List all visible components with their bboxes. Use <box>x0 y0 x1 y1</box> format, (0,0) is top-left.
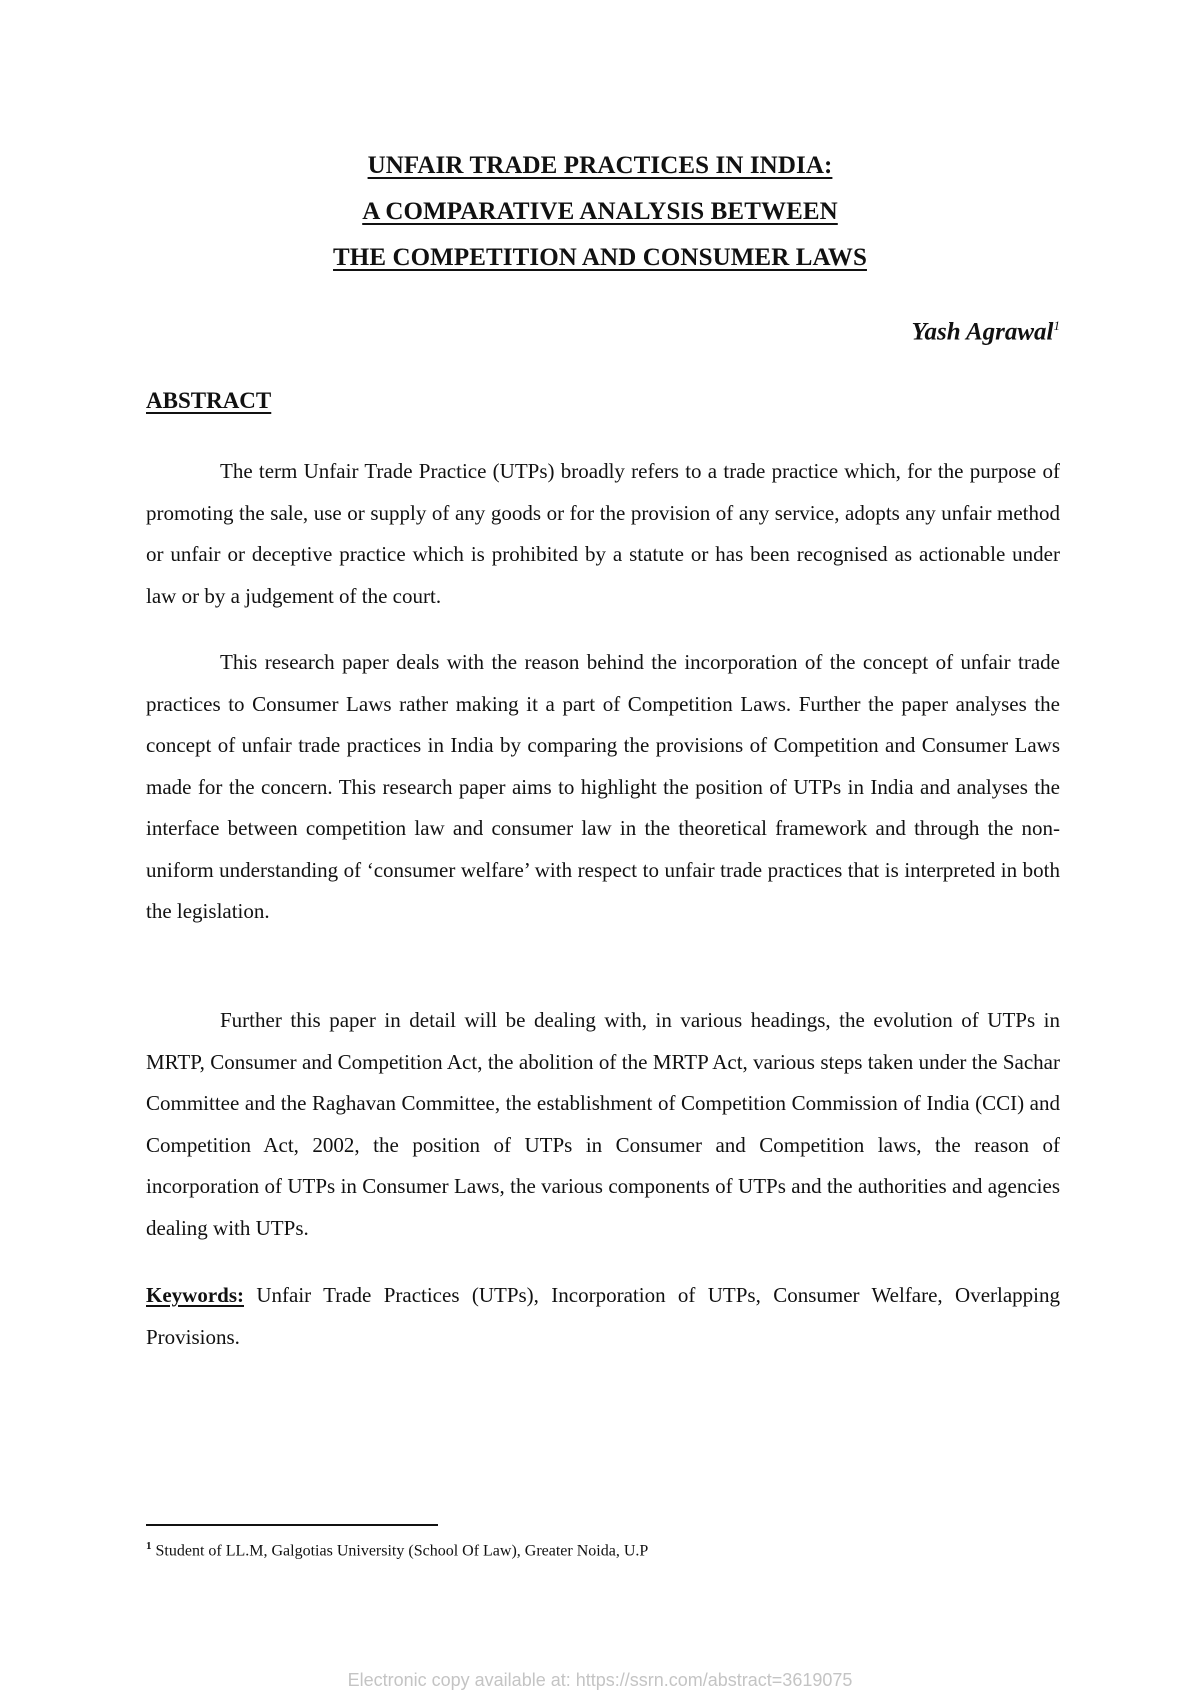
author-byline <box>912 318 1060 346</box>
footnote-text: Student of LL.M, Galgotias University (School Of Law), Greater Noida, U.P <box>151 1542 649 1560</box>
ssrn-footer-link[interactable]: Electronic copy available at: https://ssrn.com/abstract=3619075 <box>347 1670 853 1690</box>
author-name: Yash Agrawal <box>911 318 1054 346</box>
abstract-heading: ABSTRACT <box>146 388 272 413</box>
footnote <box>146 1534 648 1563</box>
title-line-3: THE COMPETITION AND CONSUMER LAWS <box>333 244 867 271</box>
abstract-paragraph-1: The term Unfair Trade Practice (UTPs) broadly refers to a trade practice which, for the purpose of promoting the sale, use or supply of any goods or for the provision of any service, adopts any unfair method or unfair or deceptive practice which is prohibited by a statute or has been recognised as actionable under law or by a judgement of the court. <box>146 459 1060 608</box>
abstract-paragraph-2: This research paper deals with the reason behind the incorporation of the concept of unfair trade practices to Consumer Laws rather making it a part of Competition Laws. Further the paper analyses the concept of unfair trade practices in India by comparing the provisions of Competition and Consumer Laws made for the concern. This research paper aims to highlight the position of UTPs in India and analyses the interface between competition law and consumer law in the theoretical framework and through the non-uniform understanding of ‘consumer welfare’ with respect to unfair trade practices that is interpreted in both the legislation. <box>146 650 1060 923</box>
title-line-1: UNFAIR TRADE PRACTICES IN INDIA: <box>367 152 833 179</box>
abstract-paragraph-3: Further this paper in detail will be dealing with, in various headings, the evolution of UTPs in MRTP, Consumer and Competition Act, the abolition of the MRTP Act, various steps taken under the Sachar Committee and the Raghavan Committee, the establishment of Competition Commission of India (CCI) and Competition Act, 2002, the position of UTPs in Consumer and Competition laws, the reason of incorporation of UTPs in Consumer Laws, the various components of UTPs and the authorities and agencies dealing with UTPs. <box>146 1008 1060 1240</box>
author-footnote-marker: 1 <box>1053 318 1060 333</box>
footnote-divider <box>146 1524 438 1526</box>
footnote-marker: 1 <box>146 1540 152 1552</box>
title-line-2: A COMPARATIVE ANALYSIS BETWEEN <box>362 198 838 225</box>
keywords-text: Unfair Trade Practices (UTPs), Incorporation of UTPs, Consumer Welfare, Overlapping Provisions. <box>146 1283 1060 1349</box>
paper-title <box>100 143 1100 281</box>
keywords <box>146 1275 1060 1358</box>
keywords-label: Keywords: <box>146 1283 244 1307</box>
